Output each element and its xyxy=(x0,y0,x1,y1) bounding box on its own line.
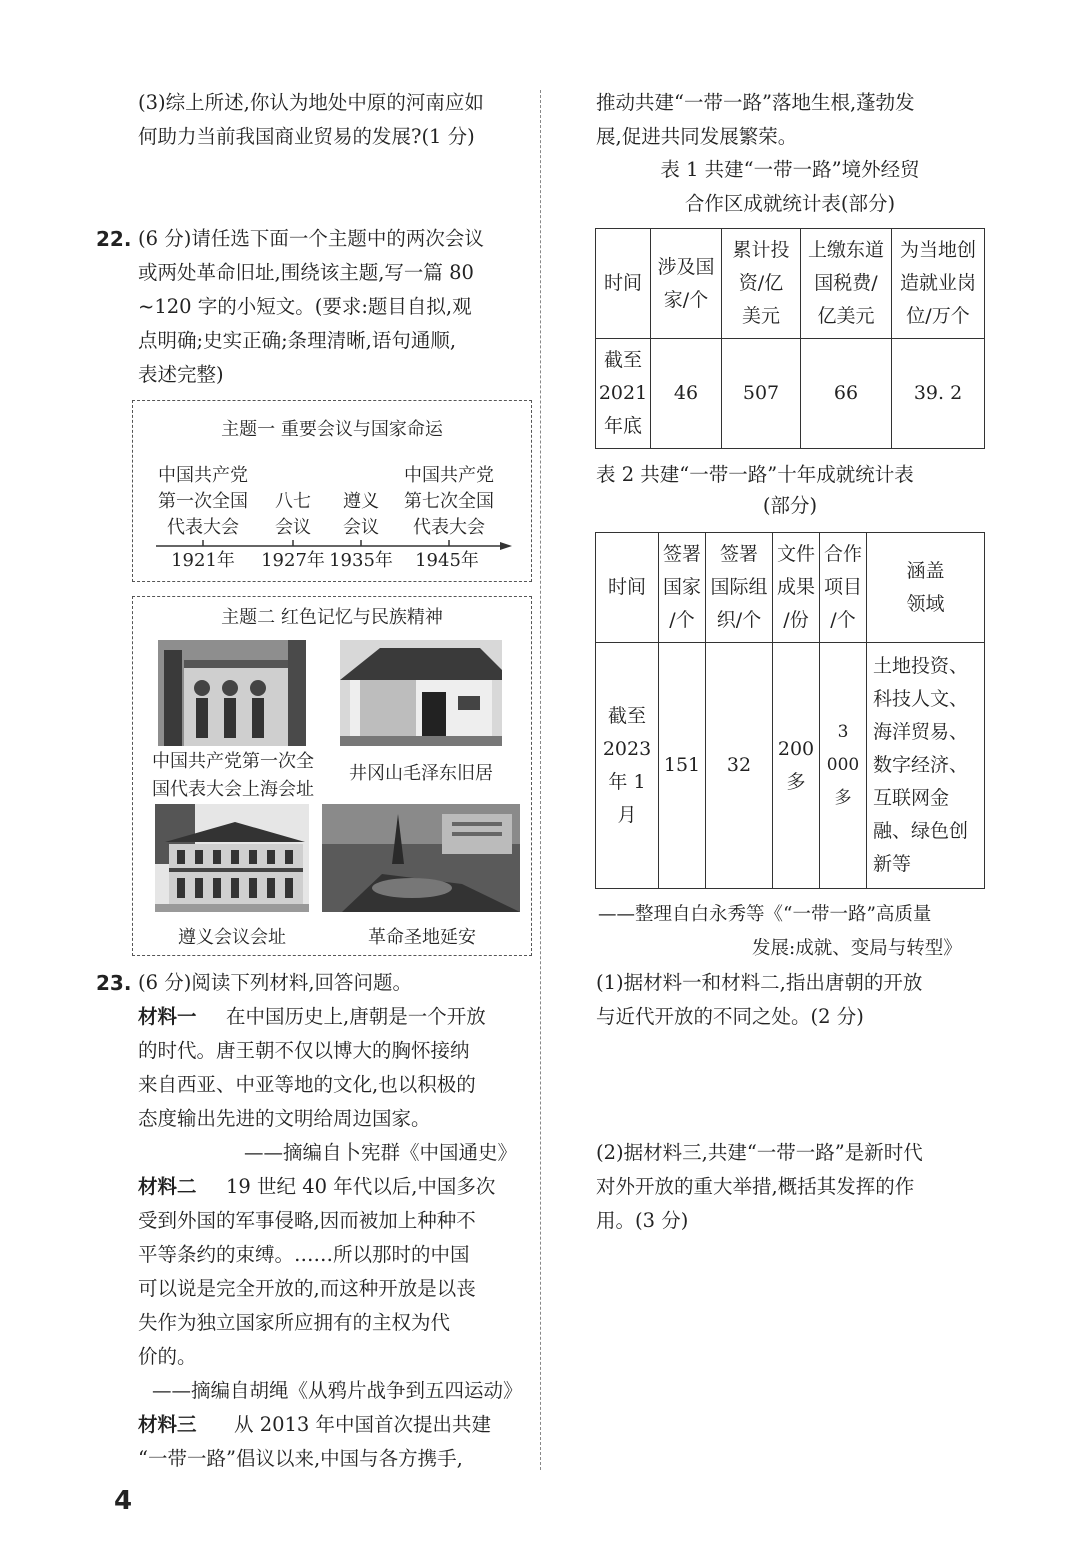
material3-label: 材料三 xyxy=(138,1413,197,1436)
timeline-year: 1927年 xyxy=(261,550,325,571)
material2-source: ——摘编自胡绳《从鸦片战争到五四运动》 xyxy=(152,1379,523,1402)
photo-jinggangshan-residence xyxy=(340,640,502,746)
q23-sub1-line: 与近代开放的不同之处。(2 分) xyxy=(596,1005,864,1028)
table1-title: 表 1 共建“一带一路”境外经贸 xyxy=(660,158,920,181)
q22-line: (6 分)请任选下面一个主题中的两次会议 xyxy=(138,227,484,250)
table2-title: 表 2 共建“一带一路”十年成就统计表 xyxy=(596,463,914,486)
photo-caption: 国代表大会上海会址 xyxy=(152,779,314,800)
material1-label: 材料一 xyxy=(138,1005,197,1028)
q22-number: 22. xyxy=(96,227,132,251)
table1-header: 为当地创 造就业岗 位/万个 xyxy=(892,229,985,339)
material3-line: “一带一路”倡议以来,中国与各方携手, xyxy=(138,1447,463,1470)
material2-line: 可以说是完全开放的,而这种开放是以丧 xyxy=(138,1277,476,1300)
table2-header: 签署 国际组 织/个 xyxy=(706,533,773,643)
material2-line: 失作为独立国家所应拥有的主权为代 xyxy=(138,1311,451,1334)
timeline-event-label: 中国共产党 xyxy=(404,465,494,486)
timeline-event-label: 会议 xyxy=(343,517,379,538)
page-number: 4 xyxy=(114,1486,133,1516)
material2-line: 19 世纪 40 年代以后,中国多次 xyxy=(226,1175,496,1198)
material2-line: 受到外国的军事侵略,因而被加上种种不 xyxy=(138,1209,476,1232)
q23-number: 23. xyxy=(96,971,132,995)
timeline-event-label: 代表大会 xyxy=(167,517,239,538)
table1-cell: 46 xyxy=(651,339,722,449)
q23-sub1-line: (1)据材料一和材料二,指出唐朝的开放 xyxy=(596,971,923,994)
material1-line: 在中国历史上,唐朝是一个开放 xyxy=(226,1005,486,1028)
table2-cell: 3 000 多 xyxy=(820,643,867,889)
q22-line: 或两处革命旧址,围绕该主题,写一篇 80 xyxy=(138,261,474,284)
photo-caption: 井冈山毛泽东旧居 xyxy=(349,763,493,784)
table2-cell: 151 xyxy=(659,643,706,889)
table1 xyxy=(595,228,985,449)
material1-line: 的时代。唐王朝不仅以博大的胸怀接纳 xyxy=(138,1039,470,1062)
theme1-title: 主题一 重要会议与国家命运 xyxy=(221,419,443,440)
table2-time-cell: 截至 2023 年 1 月 xyxy=(596,643,659,889)
q22-line: 点明确;史实正确;条理清晰,语句通顺, xyxy=(138,329,457,352)
theme2-title: 主题二 红色记忆与民族精神 xyxy=(221,607,443,628)
table2-header: 时间 xyxy=(596,533,659,643)
table2-header: 文件 成果 /份 xyxy=(773,533,820,643)
table1-time-cell: 截至 2021 年底 xyxy=(596,339,651,449)
table1-header: 时间 xyxy=(596,229,651,339)
table2-title: (部分) xyxy=(762,494,818,517)
table2-cell: 200 多 xyxy=(773,643,820,889)
table2-header: 签署 国家 /个 xyxy=(659,533,706,643)
material3-line: 展,促进共同发展繁荣。 xyxy=(596,125,798,148)
timeline-event-label: 中国共产党 xyxy=(158,465,248,486)
photo-yanan xyxy=(322,804,520,912)
timeline-year: 1921年 xyxy=(171,550,235,571)
photo-caption: 中国共产党第一次全 xyxy=(152,751,314,772)
material2-line: 价的。 xyxy=(138,1345,197,1368)
table2-cell: 32 xyxy=(706,643,773,889)
table1-cell: 39. 2 xyxy=(892,339,985,449)
timeline-event-label: 代表大会 xyxy=(413,517,485,538)
timeline-year: 1945年 xyxy=(415,550,479,571)
material1-line: 态度输出先进的文明给周边国家。 xyxy=(138,1107,431,1130)
table1-header: 累计投 资/亿 美元 xyxy=(722,229,801,339)
q23-sub2-line: 对外开放的重大举措,概括其发挥的作 xyxy=(596,1175,915,1198)
table1-title: 合作区成就统计表(部分) xyxy=(684,192,896,215)
table2-fields-cell: 土地投资、 科技人文、 海洋贸易、 数字经济、 互联网金 融、绿色创 新等 xyxy=(867,643,985,889)
q21-3-line1: (3)综上所述,你认为地处中原的河南应如 xyxy=(138,91,484,114)
photo-caption: 革命圣地延安 xyxy=(368,927,476,948)
timeline-event-label: 遵义 xyxy=(343,491,379,512)
table2-header: 涵盖 领域 xyxy=(867,533,985,643)
timeline-event-label: 八七 xyxy=(275,491,311,512)
table1-header: 上缴东道 国税费/ 亿美元 xyxy=(801,229,892,339)
material3-source: ——整理自白永秀等《“一带一路”高质量 xyxy=(598,904,932,925)
timeline-event-label: 第一次全国 xyxy=(158,491,248,512)
material2-label: 材料二 xyxy=(138,1175,197,1198)
table1-cell: 66 xyxy=(801,339,892,449)
material2-line: 平等条约的束缚。……所以那时的中国 xyxy=(138,1243,470,1266)
q22-line: 表述完整) xyxy=(138,363,224,386)
table2 xyxy=(595,532,985,889)
q22-line: ~120 字的小短文。(要求:题目自拟,观 xyxy=(138,295,472,318)
timeline-event-label: 第七次全国 xyxy=(404,491,494,512)
q23-sub2-line: 用。(3 分) xyxy=(596,1209,689,1232)
q21-3-line2: 何助力当前我国商业贸易的发展?(1 分) xyxy=(138,125,475,148)
material1-line: 来自西亚、中亚等地的文化,也以积极的 xyxy=(138,1073,476,1096)
table2-header: 合作 项目 /个 xyxy=(820,533,867,643)
timeline-year: 1935年 xyxy=(329,550,393,571)
photo-zunyi-site xyxy=(155,804,309,912)
material3-line: 从 2013 年中国首次提出共建 xyxy=(234,1413,492,1436)
photo-shanghai-site xyxy=(158,640,306,746)
timeline-event-label: 会议 xyxy=(275,517,311,538)
q23-sub2-line: (2)据材料三,共建“一带一路”是新时代 xyxy=(596,1141,923,1164)
column-divider xyxy=(540,90,541,1470)
material1-source: ——摘编自卜宪群《中国通史》 xyxy=(244,1141,518,1164)
table1-cell: 507 xyxy=(722,339,801,449)
q23-intro: (6 分)阅读下列材料,回答问题。 xyxy=(138,971,413,994)
photo-caption: 遵义会议会址 xyxy=(178,927,286,948)
table1-header: 涉及国 家/个 xyxy=(651,229,722,339)
material3-source: 发展:成就、变局与转型》 xyxy=(752,938,962,959)
material3-line: 推动共建“一带一路”落地生根,蓬勃发 xyxy=(596,91,915,114)
